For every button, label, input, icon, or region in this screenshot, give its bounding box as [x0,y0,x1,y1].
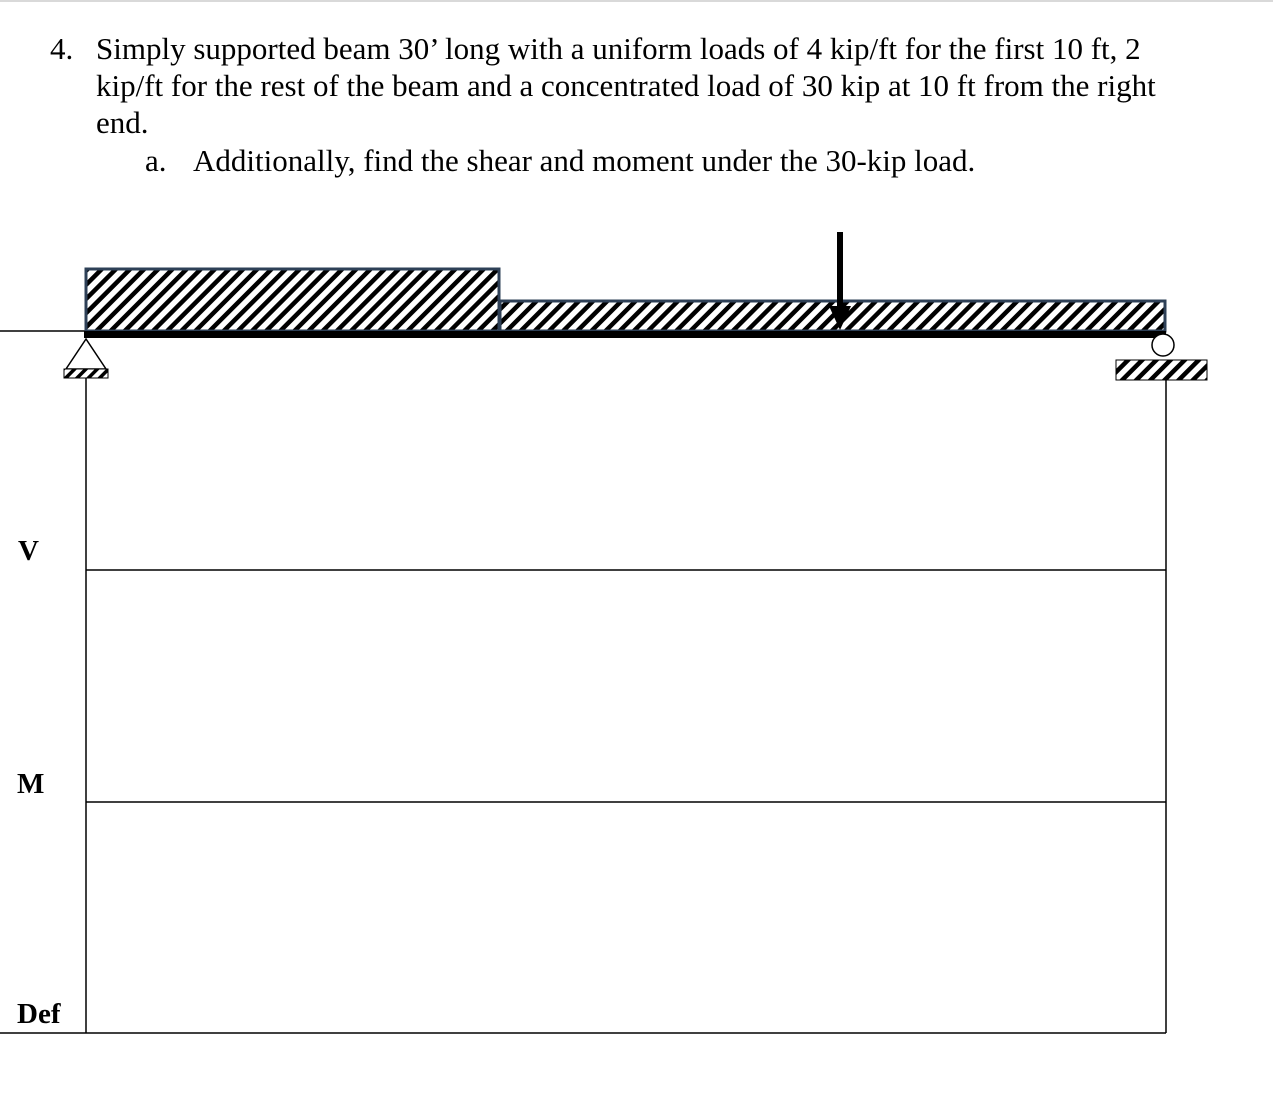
beam [84,331,1166,338]
problem-number: 4. [50,31,74,66]
subpart-text: Additionally, find the shear and moment under the 30-kip load. [193,143,976,178]
subpart-letter: a. [145,143,167,178]
shear-label: V [18,535,39,567]
moment-label: M [17,768,45,800]
distributed-load-2kipft [500,301,1165,331]
pin-support-icon [64,339,108,378]
deflection-label: Def [17,998,61,1030]
distributed-load-4kipft [86,269,499,331]
problem-text: Simply supported beam 30’ long with a uniform loads of 4 kip/ft for the first 10 ft, 2 kip/ft for the rest of the beam and a concentrated load of 30 kip at 10 ft from the right end. [96,31,1156,140]
roller-support-icon [1116,334,1207,380]
